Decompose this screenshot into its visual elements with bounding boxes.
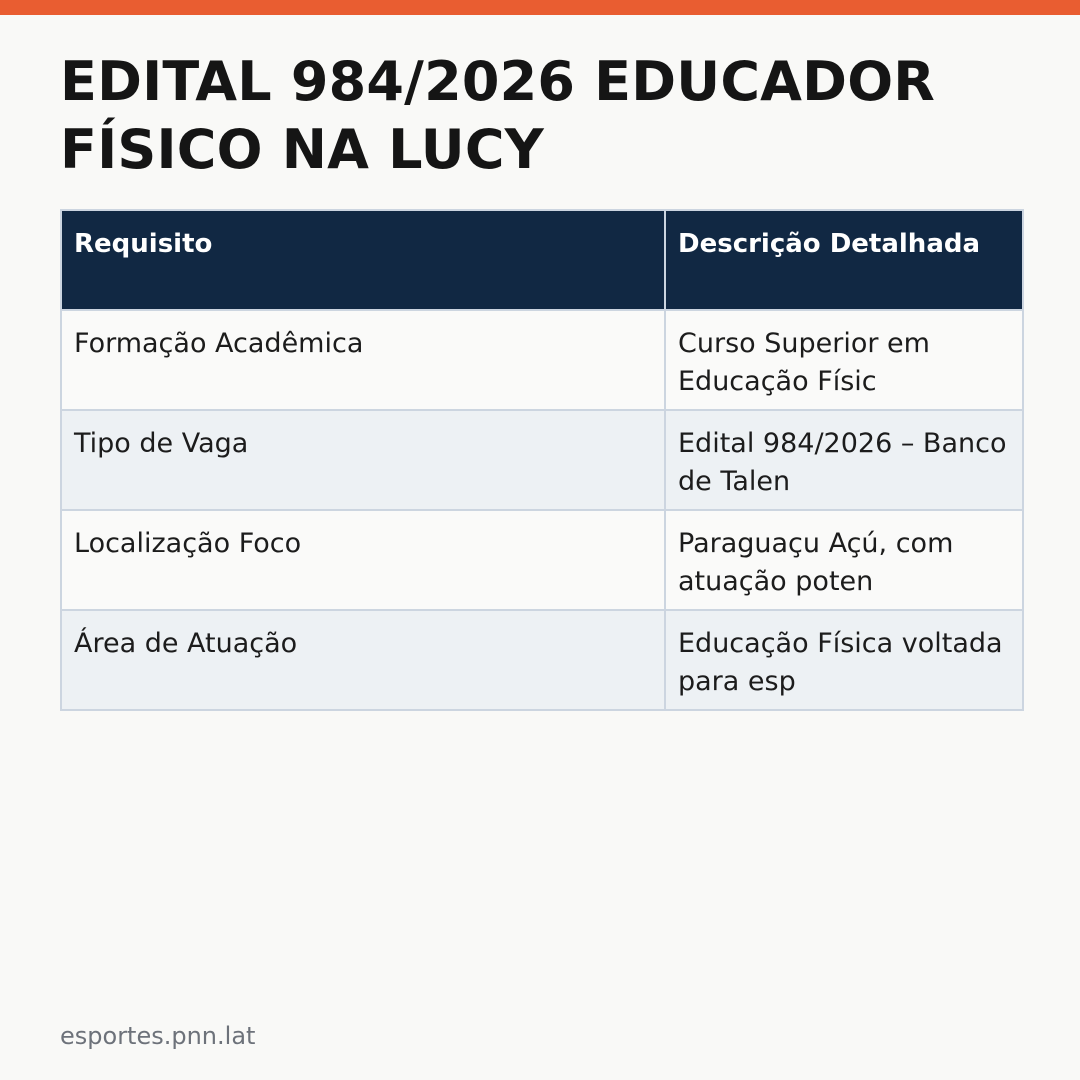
cell-requisito: Formação Acadêmica [61, 310, 665, 410]
requirements-table [60, 209, 1024, 711]
cell-descricao: Edital 984/2026 – Banco de Talen [665, 410, 1023, 510]
page-title: EDITAL 984/2026 EDUCADOR FÍSICO NA LUCY [60, 50, 936, 181]
table-row [61, 510, 1023, 610]
accent-bar [0, 0, 1080, 15]
cell-requisito: Tipo de Vaga [61, 410, 665, 510]
header-requisito: Requisito [61, 210, 665, 310]
header-descricao: Descrição Detalhada [665, 210, 1023, 310]
table-row [61, 610, 1023, 710]
table-header-row [61, 210, 1023, 310]
cell-requisito: Localização Foco [61, 510, 665, 610]
table-row [61, 310, 1023, 410]
cell-descricao: Educação Física voltada para esp [665, 610, 1023, 710]
cell-descricao: Paraguaçu Açú, com atuação poten [665, 510, 1023, 610]
cell-requisito: Área de Atuação [61, 610, 665, 710]
footer-site-link: esportes.pnn.lat [60, 1022, 256, 1050]
table-row [61, 410, 1023, 510]
cell-descricao: Curso Superior em Educação Físic [665, 310, 1023, 410]
